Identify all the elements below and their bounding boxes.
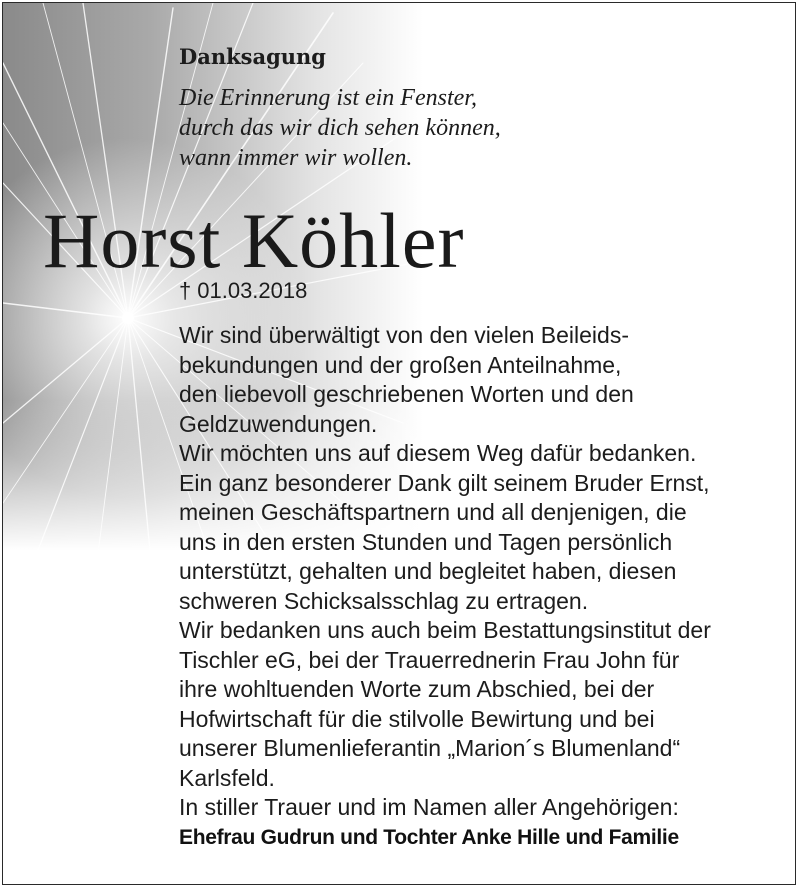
body-line: schweren Schicksalsschlag zu ertragen. — [179, 587, 589, 614]
body-line: Geldzuwendungen. — [179, 410, 378, 437]
body-line: Wir möchten uns auf diesem Weg dafür bedanken. — [179, 440, 697, 466]
body-line: Wir bedanken uns auch beim Bestattungsinstitut der — [179, 617, 711, 643]
body-line: meinen Geschäftspartnern und all denjenigen, die — [179, 499, 687, 525]
notice-content — [3, 3, 796, 885]
body-line: uns in den ersten Stunden und Tagen persönlich — [179, 528, 673, 555]
notice-heading: Danksagung — [179, 44, 326, 69]
body-line: Tischler eG, bei der Trauerrednerin Frau John für — [179, 646, 680, 673]
body-line: den liebevoll geschriebenen Worten und den — [179, 381, 634, 407]
body-line: Ein ganz besonderer Dank gilt seinem Bruder Ernst, — [179, 469, 710, 496]
quote-line: wann immer wir wollen. — [179, 145, 413, 171]
body-line: unserer Blumenlieferantin „Marion´s Blumenland“ — [179, 735, 681, 761]
body-line: bekundungen und der großen Anteilnahme, — [179, 351, 622, 378]
quote-line: Die Erinnerung ist ein Fenster, — [179, 85, 477, 111]
body-line: ihre wohltuenden Worte zum Abschied, bei der — [179, 676, 655, 702]
obituary-notice — [2, 2, 796, 885]
closing-line: In stiller Trauer und im Namen aller Angehörigen: — [179, 794, 679, 820]
cross-icon: † — [179, 278, 192, 303]
body-line: Hofwirtschaft für die stilvolle Bewirtung und bei — [179, 705, 655, 732]
quote-line: durch das wir dich sehen können, — [179, 115, 501, 141]
death-date: 01.03.2018 — [197, 278, 308, 303]
body-line: unterstützt, gehalten und begleitet haben, diesen — [179, 558, 677, 584]
body-line: Karlsfeld. — [179, 764, 275, 791]
body-line: Wir sind überwältigt von den vielen Beileids- — [179, 322, 629, 348]
death-date-line — [179, 276, 307, 306]
family-signature: Ehefrau Gudrun und Tochter Anke Hille und Familie — [179, 826, 679, 849]
thank-you-text — [179, 321, 711, 793]
memorial-quote — [179, 83, 501, 173]
deceased-name: Horst Köhler — [43, 197, 465, 284]
